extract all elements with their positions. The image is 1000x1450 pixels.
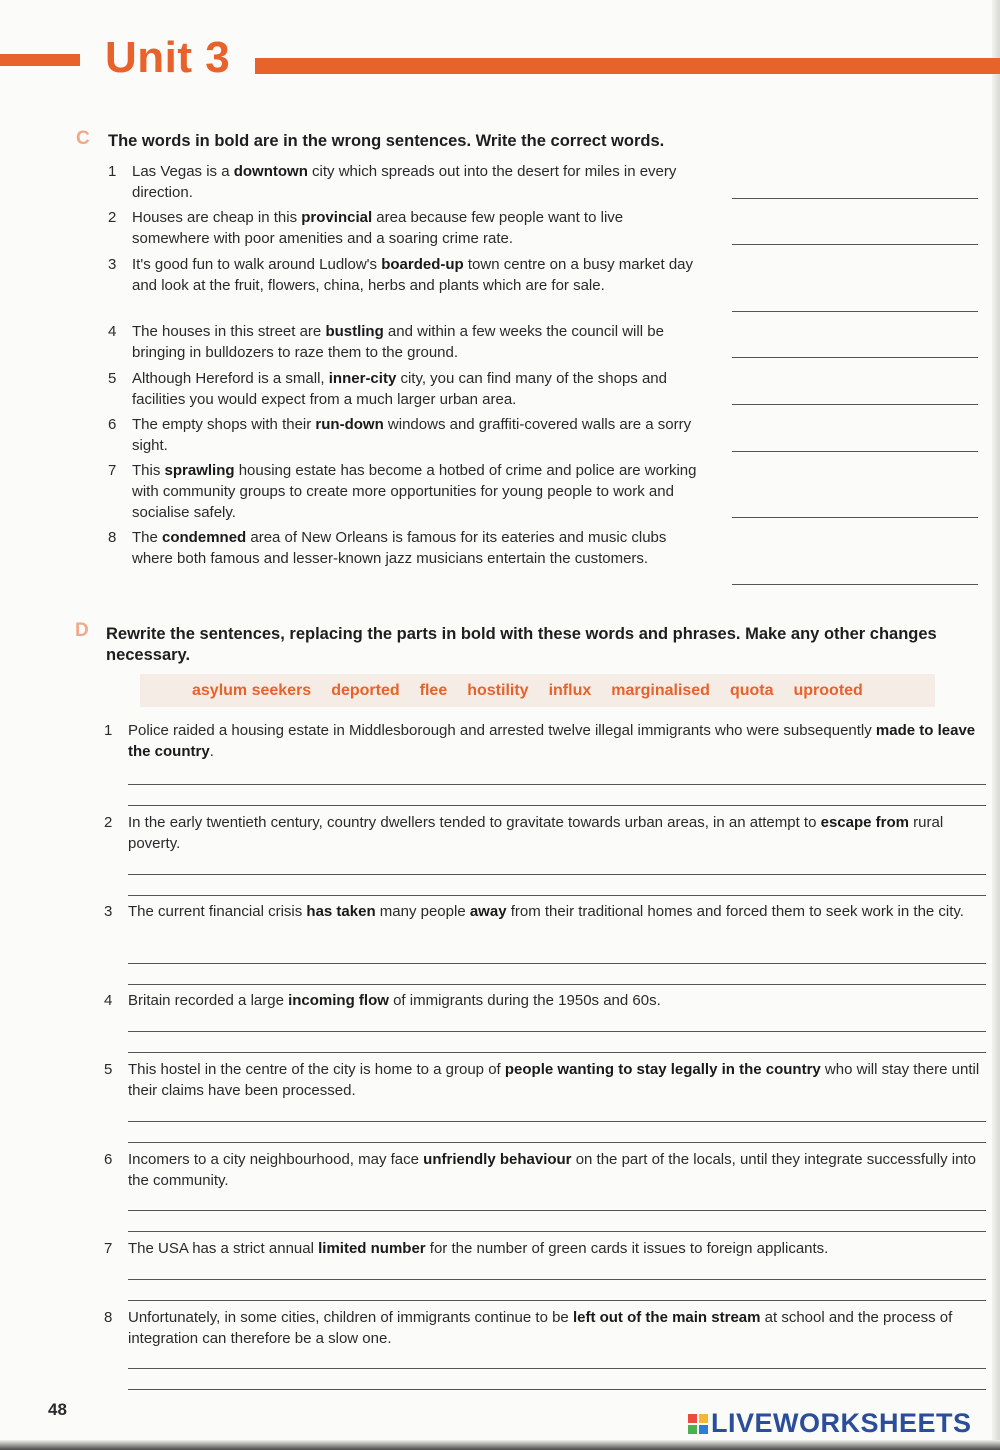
item-number: 7 — [108, 462, 117, 479]
section-c-letter: C — [76, 128, 90, 149]
word-box-item: deported — [331, 681, 400, 699]
answer-line-d4a[interactable] — [128, 1031, 986, 1032]
answer-line-c1[interactable] — [732, 198, 978, 199]
item-text: This sprawling housing estate has become a hotbed of crime and police are working with community groups to create more opportunities for young people to work and socialise safely. — [132, 462, 697, 521]
answer-line-c3[interactable] — [732, 311, 978, 312]
item-text: Las Vegas is a downtown city which spreads out into the desert for miles in every direction. — [132, 163, 677, 201]
item-text: The houses in this street are bustling and within a few weeks the council will be bringing in bulldozers to raze them to the ground. — [132, 323, 664, 361]
word-box-item: uprooted — [793, 681, 863, 699]
item-number: 8 — [104, 1309, 113, 1326]
word-box — [140, 674, 935, 707]
item-text: Unfortunately, in some cities, children of immigrants continue to be left out of the main stream at school and the process of integration can therefore be a slow one. — [128, 1309, 953, 1347]
answer-line-c2[interactable] — [732, 244, 978, 245]
word-box-item: asylum seekers — [192, 681, 312, 699]
item-number: 1 — [104, 722, 113, 739]
answer-line-d2b[interactable] — [128, 895, 986, 896]
item-number: 5 — [108, 370, 117, 387]
item-text: Britain recorded a large incoming flow of immigrants during the 1950s and 60s. — [128, 992, 661, 1009]
item-number: 2 — [104, 814, 113, 831]
item-number: 2 — [108, 209, 117, 226]
item-text: The USA has a strict annual limited number for the number of green cards it issues to foreign applicants. — [128, 1240, 829, 1257]
item-number: 3 — [104, 903, 113, 920]
answer-line-d3b[interactable] — [128, 984, 986, 985]
section-c-instruction: The words in bold are in the wrong sentences. Write the correct words. — [108, 132, 665, 150]
item-number: 5 — [104, 1061, 113, 1078]
unit-title: Unit 3 — [105, 33, 231, 82]
item-number: 1 — [108, 163, 117, 180]
liveworksheets-logo — [688, 1410, 972, 1437]
item-number: 3 — [108, 256, 117, 273]
item-number: 4 — [108, 323, 117, 340]
item-text: Police raided a housing estate in Middlesborough and arrested twelve illegal immigrants who were subsequently made to leave the country. — [128, 722, 976, 760]
footer-shadow-bar — [0, 1440, 1000, 1450]
answer-line-d7a[interactable] — [128, 1279, 986, 1280]
word-box-item: influx — [548, 681, 592, 699]
liveworksheets-logo-icon — [688, 1414, 708, 1434]
section-d-letter: D — [75, 620, 89, 641]
item-text: Although Hereford is a small, inner-city city, you can find many of the shops and facilities you would expect from a much larger urban area. — [132, 370, 667, 408]
item-text: In the early twentieth century, country dwellers tended to gravitate towards urban areas, in an attempt to escape from rural poverty. — [128, 814, 944, 852]
answer-line-d8b[interactable] — [128, 1389, 986, 1390]
word-box-item: flee — [419, 681, 448, 699]
answer-line-d8a[interactable] — [128, 1368, 986, 1369]
page-number: 48 — [48, 1400, 67, 1419]
word-box-item: quota — [729, 681, 774, 699]
unit-header-bar-left — [0, 54, 80, 66]
item-text: Houses are cheap in this provincial area because few people want to live somewhere with poor amenities and a soaring crime rate. — [132, 209, 624, 247]
word-box-item: hostility — [467, 681, 529, 699]
item-number: 6 — [104, 1151, 113, 1168]
item-text: The current financial crisis has taken many people away from their traditional homes and forced them to seek work in the city. — [128, 903, 964, 920]
word-box-item: marginalised — [611, 681, 710, 699]
answer-line-c4[interactable] — [732, 357, 978, 358]
answer-line-d1b[interactable] — [128, 805, 986, 806]
answer-line-d2a[interactable] — [128, 874, 986, 875]
answer-line-c8[interactable] — [732, 584, 978, 585]
answer-line-d7b[interactable] — [128, 1300, 986, 1301]
liveworksheets-logo-text: LIVEWORKSHEETS — [711, 1408, 972, 1438]
item-number: 8 — [108, 529, 117, 546]
item-number: 4 — [104, 992, 113, 1009]
section-d-instruction: Rewrite the sentences, replacing the parts in bold with these words and phrases. Make any other changes necessary. — [106, 625, 937, 664]
item-number: 7 — [104, 1240, 113, 1257]
answer-line-c7[interactable] — [732, 517, 978, 518]
item-text: Incomers to a city neighbourhood, may face unfriendly behaviour on the part of the locals, until they integrate successfully into the community. — [128, 1151, 976, 1189]
answer-line-c5[interactable] — [732, 404, 978, 405]
answer-line-d4b[interactable] — [128, 1052, 986, 1053]
unit-header-bar-right — [255, 58, 1000, 74]
item-text: The empty shops with their run-down windows and graffiti-covered walls are a sorry sight. — [132, 416, 692, 454]
answer-line-d5b[interactable] — [128, 1142, 986, 1143]
answer-line-d5a[interactable] — [128, 1121, 986, 1122]
answer-line-c6[interactable] — [732, 451, 978, 452]
answer-line-d6a[interactable] — [128, 1210, 986, 1211]
answer-line-d3a[interactable] — [128, 963, 986, 964]
item-text: The condemned area of New Orleans is famous for its eateries and music clubs where both famous and lesser-known jazz musicians entertain the customers. — [132, 529, 667, 567]
item-text: This hostel in the centre of the city is home to a group of people wanting to stay legally in the country who will stay there until their claims have been processed. — [128, 1061, 980, 1099]
item-text: It's good fun to walk around Ludlow's boarded-up town centre on a busy market day and look at the fruit, flowers, china, herbs and plants which are for sale. — [132, 256, 694, 294]
page-edge-shadow — [992, 0, 1000, 1450]
item-number: 6 — [108, 416, 117, 433]
answer-line-d6b[interactable] — [128, 1231, 986, 1232]
answer-line-d1a[interactable] — [128, 784, 986, 785]
